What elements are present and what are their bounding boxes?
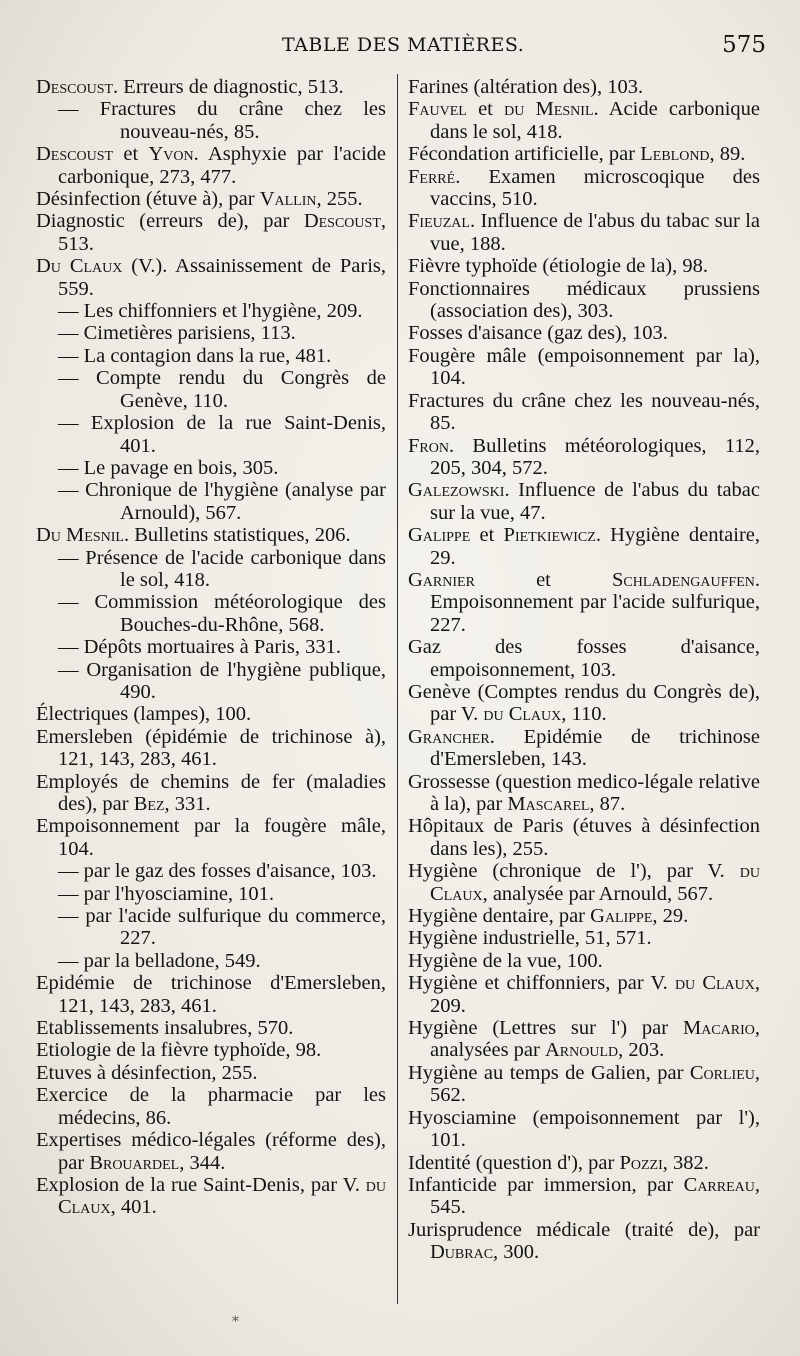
author-name: Du Claux — [36, 255, 123, 278]
index-entry — [36, 1174, 386, 1219]
index-entry — [36, 883, 386, 905]
entry-text: Expertises médico-légales (réforme des), par — [36, 1129, 386, 1174]
entry-text: . Epidémie de trichinose d'Emersleben, 143. — [430, 725, 760, 771]
index-entry — [36, 860, 386, 882]
footer-mark: * — [232, 1314, 239, 1330]
entry-text: , 255. — [316, 188, 363, 211]
author-name: Leblond — [640, 143, 710, 166]
index-entry — [36, 547, 386, 592]
entry-text: Hygiène et chiffonniers, par V. — [408, 972, 675, 995]
entry-text: Fièvre typhoïde (étiologie de la), 98. — [408, 255, 709, 278]
index-entry — [408, 950, 760, 972]
entry-text: , analysées par — [430, 1017, 760, 1062]
entry-text: Explosion de la rue Saint-Denis, par V. — [36, 1173, 366, 1196]
entry-text: . Asphyxie par l'acide carbonique, 273, 477. — [58, 143, 386, 188]
author-name: Descoust — [36, 143, 114, 166]
entry-text: Epidémie de trichinose d'Emersleben, 121, 143, 283, 461. — [36, 972, 386, 1017]
entry-text: , 344. — [179, 1151, 226, 1174]
entry-text: — Présence de l'acide carbonique dans le sol, 418. — [58, 546, 386, 591]
entry-text: — La contagion dans la rue, 481. — [58, 344, 332, 367]
index-entry — [36, 771, 386, 816]
index-entry — [408, 143, 760, 165]
entry-text: . Bulletins météorologiques, 112, 205, 304, 572. — [430, 434, 760, 479]
entry-text: — par l'acide sulfurique du commerce, 227. — [58, 905, 386, 950]
entry-text: Hygiène de la vue, 100. — [408, 949, 603, 972]
index-entry — [408, 771, 760, 816]
index-entry — [408, 210, 760, 255]
index-entry — [408, 569, 760, 636]
entry-text: Grossesse (question medico-légale relative à la), par — [408, 770, 760, 815]
author-name: Fron — [408, 434, 449, 457]
index-entry — [408, 972, 760, 1017]
entry-text: Fougère mâle (empoisonnement par la), 104. — [408, 344, 760, 390]
index-entry — [408, 726, 760, 771]
index-entry — [408, 815, 760, 860]
index-column-left — [36, 76, 386, 1219]
index-entry — [36, 367, 386, 412]
index-entry — [36, 1062, 386, 1084]
entry-text: , 401. — [110, 1196, 157, 1219]
index-entry — [408, 1062, 760, 1107]
entry-text: Électriques (lampes), 100. — [36, 703, 252, 726]
entry-text: et — [466, 98, 505, 121]
entry-text: — Les chiffonniers et l'hygiène, 209. — [58, 300, 363, 323]
entry-text: , 545. — [430, 1173, 760, 1219]
entry-text: Empoisonnement par la fougère mâle, 104. — [36, 815, 386, 860]
entry-text: — Compte rendu du Congrès de Genève, 110. — [58, 367, 386, 412]
author-name: Brouardel — [89, 1151, 180, 1174]
index-entry — [36, 636, 386, 658]
entry-text: , 89. — [709, 143, 746, 166]
author-name: Galippe — [590, 905, 653, 928]
entry-text: Farines (altération des), 103. — [408, 76, 644, 98]
entry-text: — Fractures du crâne chez les nouveau-nés, 85. — [58, 98, 386, 143]
index-entry — [36, 345, 386, 367]
entry-text: . Examen microscoqique des vaccins, 510. — [430, 165, 760, 211]
entry-text: Etiologie de la fièvre typhoïde, 98. — [36, 1039, 322, 1062]
entry-text: — Commission météorologique des Bouches-du-Rhône, 568. — [58, 591, 386, 636]
index-entry — [36, 1129, 386, 1174]
author-name: Du Mesnil — [36, 524, 124, 547]
index-entry — [36, 524, 386, 546]
entry-text: , 300. — [493, 1241, 540, 1264]
index-entry — [36, 479, 386, 524]
page-number: 575 — [722, 32, 766, 58]
entry-text: Hygiène dentaire, par — [408, 905, 591, 928]
entry-text: . Influence de l'abus du tabac sur la vue, 47. — [430, 479, 760, 524]
entry-text: Fonctionnaires médicaux prussiens (association des), 303. — [408, 277, 760, 323]
author-name: Vallin — [259, 188, 317, 211]
author-name: du Claux — [674, 972, 755, 995]
entry-text: , 203. — [618, 1039, 665, 1062]
index-entry — [36, 1039, 386, 1061]
index-entry — [408, 1152, 760, 1174]
author-name: Mascarel — [507, 793, 590, 815]
entry-text: Infanticide par immersion, par — [408, 1173, 684, 1196]
entry-text: — Organisation de l'hygiène publique, 490. — [58, 658, 386, 703]
entry-text: — Le pavage en bois, 305. — [58, 456, 279, 479]
index-entry — [408, 860, 760, 905]
index-column-right — [408, 76, 760, 1264]
index-entry — [408, 1107, 760, 1152]
index-entry — [36, 412, 386, 457]
author-name: Arnould — [544, 1039, 619, 1062]
author-name: du Claux — [430, 860, 760, 905]
entry-text: , 87. — [589, 793, 626, 815]
index-entry — [408, 479, 760, 524]
entry-text: . Bulletins statistiques, 206. — [123, 524, 351, 547]
index-entry — [36, 255, 386, 300]
author-name: Pietkiewicz — [503, 524, 596, 547]
entry-text: — Chronique de l'hygiène (analyse par Arnould), 567. — [58, 479, 386, 524]
index-entry — [408, 524, 760, 569]
column-divider — [397, 74, 398, 1304]
author-name: Dubrac — [430, 1241, 494, 1264]
index-entry — [408, 636, 760, 681]
entry-text: Etablissements insalubres, 570. — [36, 1017, 294, 1040]
index-entry — [36, 300, 386, 322]
entry-text: , 331. — [164, 793, 211, 815]
entry-text: , 382. — [662, 1151, 709, 1174]
author-name: Corlieu — [689, 1061, 755, 1084]
index-entry — [408, 322, 760, 344]
index-entry — [408, 255, 760, 277]
index-entry — [408, 166, 760, 211]
entry-text: Identité (question d'), par — [408, 1151, 620, 1174]
entry-text: , 513. — [58, 210, 386, 255]
entry-text: Etuves à désinfection, 255. — [36, 1061, 258, 1084]
entry-text: Genève (Comptes rendus du Congrès de), par V. — [408, 680, 760, 726]
index-entry — [36, 815, 386, 860]
entry-text: Gaz des fosses d'aisance, empoisonnement, 103. — [408, 636, 760, 681]
author-name: du Claux — [483, 703, 562, 726]
author-name: du Claux — [58, 1173, 386, 1219]
entry-text: Employés de chemins de fer (maladies des), par — [36, 770, 386, 815]
author-name: Yvon — [148, 143, 194, 166]
entry-text: Fractures du crâne chez les nouveau-nés, 85. — [408, 389, 760, 435]
page-title: TABLE DES MATIÈRES. — [282, 34, 525, 56]
entry-text: Hôpitaux de Paris (étuves à désinfection dans les), 255. — [408, 815, 760, 860]
index-entry — [36, 98, 386, 143]
entry-text: et — [474, 568, 613, 591]
index-entry — [36, 950, 386, 972]
author-name: Fieuzal — [408, 210, 470, 233]
entry-text: (V.). Assainissement de Paris, 559. — [58, 255, 386, 300]
author-name: Bez — [133, 793, 165, 815]
entry-text: Hygiène (Lettres sur l') par — [408, 1017, 683, 1040]
author-name: du Mesnil — [504, 98, 594, 121]
entry-text: — par la belladone, 549. — [58, 949, 261, 972]
entry-text: Fosses d'aisance (gaz des), 103. — [408, 322, 668, 345]
entry-text: . Empoisonnement par l'acide sulfurique, 227. — [430, 568, 760, 636]
entry-text: Hygiène (chronique de l'), par V. — [408, 860, 740, 883]
index-entry — [408, 927, 760, 949]
index-entry — [36, 1017, 386, 1039]
index-entry — [408, 905, 760, 927]
index-entry — [408, 345, 760, 390]
index-entry — [408, 390, 760, 435]
index-entry — [36, 905, 386, 950]
entry-text: Exercice de la pharmacie par les médecins, 86. — [36, 1084, 386, 1129]
running-header — [0, 34, 800, 64]
entry-text: — Cimetières parisiens, 113. — [58, 322, 296, 345]
index-entry — [408, 1174, 760, 1219]
author-name: Galezowski — [408, 479, 505, 502]
index-entry — [36, 972, 386, 1017]
index-entry — [36, 703, 386, 725]
index-entry — [408, 1219, 760, 1264]
author-name: Carreau — [683, 1173, 755, 1196]
entry-text: — Dépôts mortuaires à Paris, 331. — [58, 636, 341, 659]
entry-text: et — [113, 143, 149, 166]
entry-text: Jurisprudence médicale (traité de), par — [408, 1218, 760, 1241]
index-entry — [36, 591, 386, 636]
entry-text: — par l'hyosciamine, 101. — [58, 882, 275, 905]
author-name: Galippe — [408, 524, 471, 547]
entry-text: , 29. — [652, 905, 689, 928]
index-entry — [36, 457, 386, 479]
index-entry — [36, 188, 386, 210]
index-entry — [36, 322, 386, 344]
entry-text: Hyosciamine (empoisonnement par l'), 101. — [408, 1106, 760, 1152]
entry-text: — Explosion de la rue Saint-Denis, 401. — [58, 412, 386, 457]
index-entry — [36, 76, 386, 98]
index-entry — [36, 143, 386, 188]
entry-text: Hygiène industrielle, 51, 571. — [408, 927, 652, 950]
entry-text: , analysée par Arnould, 567. — [482, 882, 714, 905]
entry-text: , 562. — [430, 1061, 760, 1107]
index-entry — [36, 210, 386, 255]
author-name: Descoust — [303, 210, 381, 233]
author-name: Descoust — [36, 76, 114, 98]
author-name: Garnier — [408, 568, 475, 591]
entry-text: . Acide carbonique dans le sol, 418. — [430, 98, 760, 143]
author-name: Schladengauffen — [612, 568, 755, 591]
index-entry — [408, 1017, 760, 1062]
author-name: Pozzi — [619, 1151, 663, 1174]
index-entry — [408, 681, 760, 726]
entry-text: , 209. — [430, 972, 760, 1017]
author-name: Macario — [682, 1017, 755, 1040]
index-entry — [36, 659, 386, 704]
index-entry — [36, 726, 386, 771]
author-name: Grancher — [408, 725, 490, 748]
index-entry — [408, 435, 760, 480]
index-entry — [408, 278, 760, 323]
index-entry — [36, 1084, 386, 1129]
entry-text: et — [470, 524, 504, 547]
entry-text: — par le gaz des fosses d'aisance, 103. — [58, 860, 377, 883]
entry-text: Emersleben (épidémie de trichinose à), 121, 143, 283, 461. — [36, 725, 386, 771]
entry-text: Fécondation artificielle, par — [408, 143, 641, 166]
author-name: Ferré — [408, 165, 456, 188]
entry-text: . Hygiène dentaire, 29. — [430, 524, 761, 569]
author-name: Fauvel — [408, 98, 467, 121]
entry-text: Hygiène au temps de Galien, par — [408, 1061, 690, 1084]
entry-text: Diagnostic (erreurs de), par — [36, 210, 304, 233]
entry-text: , 110. — [561, 703, 607, 726]
entry-text: . Influence de l'abus du tabac sur la vue, 188. — [430, 210, 760, 255]
index-entry — [408, 98, 760, 143]
entry-text: . Erreurs de diagnostic, 513. — [113, 76, 344, 98]
entry-text: Désinfection (étuve à), par — [36, 188, 260, 211]
index-entry — [408, 76, 760, 98]
